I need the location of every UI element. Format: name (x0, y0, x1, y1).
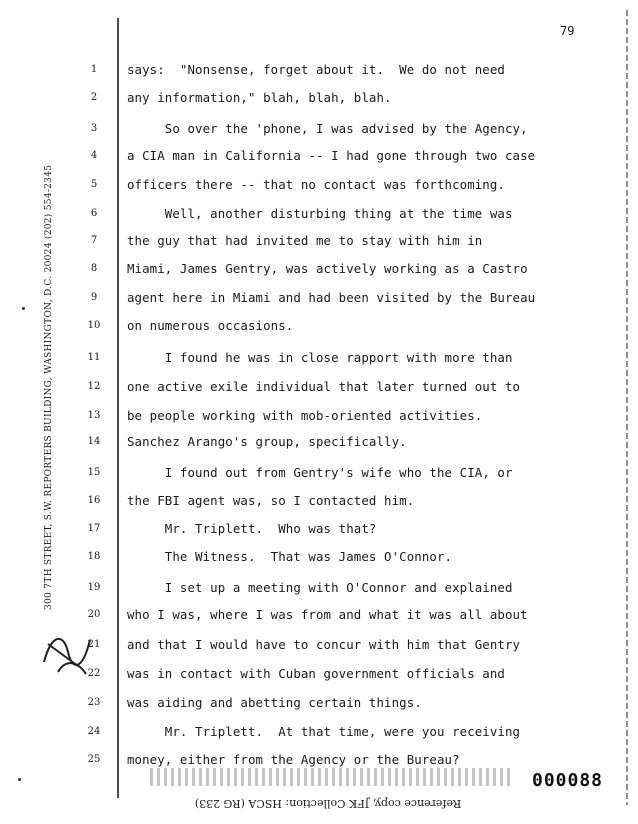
line-number: 2 (90, 92, 98, 103)
transcript-line: be people working with mob-oriented activities. (127, 408, 483, 423)
transcript-line: on numerous occasions. (127, 318, 294, 333)
line-number: 22 (87, 668, 101, 679)
transcript-line: was aiding and abetting certain things. (127, 695, 422, 710)
transcript-line: agent here in Miami and had been visited by the Bureau (127, 290, 536, 305)
line-number: 13 (87, 410, 101, 421)
line-number: 17 (87, 523, 101, 534)
line-number: 11 (87, 352, 101, 363)
transcript-line: who I was, where I was from and what it was all about (127, 607, 528, 622)
line-number: 24 (87, 726, 101, 737)
line-number: 4 (90, 150, 98, 161)
transcript-line: I set up a meeting with O'Connor and explained (127, 580, 513, 595)
transcript-line: a CIA man in California -- I had gone through two case (127, 148, 536, 163)
document-stamp-number: 000088 (532, 770, 604, 791)
line-number: 14 (87, 436, 101, 447)
line-number: 16 (87, 495, 101, 506)
line-number: 6 (90, 208, 98, 219)
line-number: 23 (87, 697, 101, 708)
line-number: 12 (87, 381, 101, 392)
line-number: 20 (87, 609, 101, 620)
transcript-line: Sanchez Arango's group, specifically. (127, 434, 407, 449)
line-number: 8 (90, 263, 98, 274)
reporter-address-text: 300 7TH STREET, S.W. REPORTERS BUILDING, WASHINGTON, D.C. 20024 (202) 554-2345 (44, 164, 54, 610)
handwritten-mark-icon (38, 622, 98, 682)
left-margin-rule (117, 18, 119, 798)
line-number: 19 (87, 582, 101, 593)
scan-speck (18, 778, 21, 781)
transcript-line: Miami, James Gentry, was actively working as a Castro (127, 261, 528, 276)
transcript-line: I found he was in close rapport with more than (127, 350, 513, 365)
transcript-line: the FBI agent was, so I contacted him. (127, 493, 415, 508)
transcript-line: the guy that had invited me to stay with him in (127, 233, 483, 248)
line-number: 7 (90, 235, 98, 246)
line-number: 25 (87, 754, 101, 765)
transcript-line: The Witness. That was James O'Connor. (127, 549, 453, 564)
right-margin-rule (626, 10, 628, 805)
transcript-line: was in contact with Cuban government officials and (127, 666, 505, 681)
line-number: 5 (90, 179, 98, 190)
transcript-line: Mr. Triplett. At that time, were you receiving (127, 724, 521, 739)
scan-speck (22, 307, 25, 310)
line-number: 21 (87, 639, 101, 650)
transcript-line: I found out from Gentry's wife who the CIA, or (127, 465, 513, 480)
transcript-line: and that I would have to concur with him that Gentry (127, 637, 521, 652)
line-number: 15 (87, 467, 101, 478)
transcript-line: Well, another disturbing thing at the time was (127, 206, 513, 221)
transcript-line: money, either from the Agency or the Bureau? (127, 752, 460, 767)
reference-copy-line: Reference copy, JFK Collection: HSCA (RG 233) (194, 797, 462, 810)
line-number: 9 (90, 292, 98, 303)
transcript-line: any information," blah, blah, blah. (127, 90, 392, 105)
line-number: 18 (87, 551, 101, 562)
line-number: 3 (90, 123, 98, 134)
page-number: 79 (560, 24, 575, 38)
transcript-line: one active exile individual that later turned out to (127, 379, 521, 394)
transcript-line: So over the 'phone, I was advised by the Agency, (127, 121, 528, 136)
transcript-line: officers there -- that no contact was forthcoming. (127, 177, 505, 192)
scan-smudge (150, 768, 510, 786)
line-number: 1 (90, 64, 98, 75)
transcript-line: Mr. Triplett. Who was that? (127, 521, 377, 536)
transcript-line: says: "Nonsense, forget about it. We do not need (127, 62, 505, 77)
line-number: 10 (87, 320, 101, 331)
